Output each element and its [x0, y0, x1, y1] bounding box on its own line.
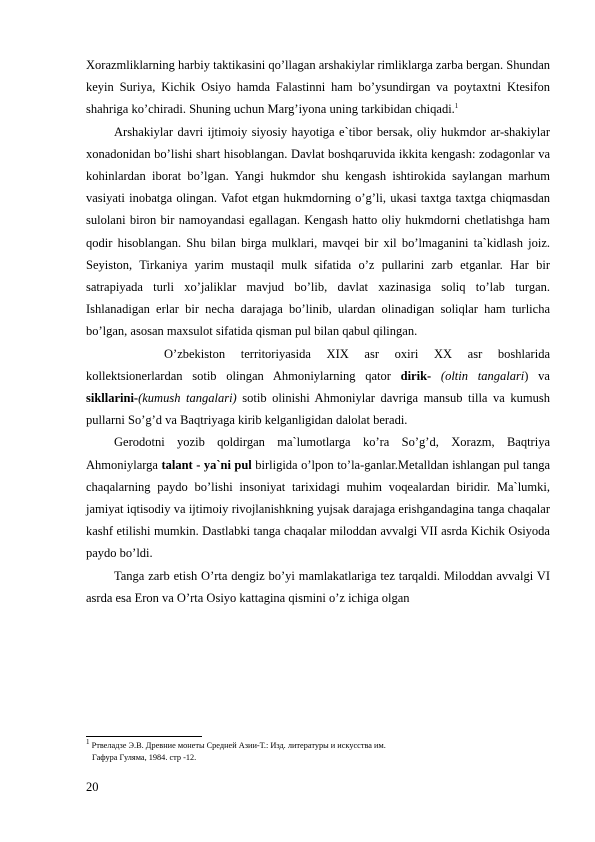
footnote-line-1: Ртвеладзе Э.В. Древние монеты Средней Азии-Т.: Изд. литературы и искусства им. [91, 741, 386, 750]
term-sikllar: sikllarini- [86, 391, 139, 406]
page-number: 20 [86, 780, 99, 794]
footnote [86, 740, 546, 763]
paragraph-1 [86, 54, 550, 121]
paragraph-5: Tanga zarb etish O’rta dengiz bo’yi mamlakatlariga tez tarqaldi. Miloddan avvalgi VI asrda esa Eron va O’rta Osiyo kattagina qismini o’z ichiga olgan [86, 568, 550, 605]
paragraph-3: O’zbekiston territoriyasida XIX asr oxiri XX asr boshlarida kollektsionerlardan sotib olingan Ahmoniylarning qator dirik- (oltin tangalari) va sikllarini-(kumush tangalari) sotib olinishi Ahmoniylar davriga mansub tilla va kumush pullarni So’g’d va Baqtriyaga kirib kelganligidan dalolat beradi. [86, 346, 550, 428]
paragraph-1-text: Xorazmliklarning harbiy taktikasini qo’llagan arshakiylar rimliklarga zarba bergan. Shundan keyin Suriya, Kichik Osiyo hamda Falastinni ham bo’ysundirgan va poytaxtni Ktesifon shahriga ko’chiradi. Shuning uchun Marg’iyona uning tarkibidan chiqadi. [86, 58, 550, 117]
footnote-separator [86, 736, 202, 737]
term-talant: talant - ya`ni pul [161, 457, 252, 472]
paragraph-2: Arshakiylar davri ijtimoiy siyosiy hayotiga e`tibor bersak, oliy hukmdor ar-shakiylar xonadonidan bo’lishi shart hisoblangan. Davlat boshqaruvida ikkita kengash: zodagonlar va kohinlardan iborat bo’lgan. Yangi hukmdor shu kengash ishtirokida saylangan marhum vasiyati inobatga olingan. Vafot etgan hukmdorning o’g’li, ukasi taxtga taxtga chiqmasdan sulolani biron bir namoyandasi egallagan. Kengash hatto oliy hukmdorni chetlatishga ham qodir hisoblangan. Shu bilan birga mulklari, mavqei bir xil bo’lmaganini ta`kidlash joiz. Seyiston, Tirkaniya yarim mustaqil mulk sifatida o’z pullarini zarb etganlar. Har bir satrapiyada turli xo’jaliklar mavjud bo’lib, davlat xazinasiga soliq to’lab turgan. Ishlanadigan erlar bir necha darajaga bo’linib, ulardan olinadigan soliqlar ham turlicha bo’lgan, asosan maxsulot sifatida qisman pul bilan qabul qilingan. [86, 124, 550, 339]
body-text [86, 54, 550, 609]
footnote-line-2: Гафура Гуляма, 1984. стр -12. [92, 752, 197, 762]
term-dirik: dirik- [400, 368, 432, 383]
footnote-number: 1 [86, 738, 90, 747]
footnote-reference: 1 [454, 102, 459, 111]
paragraph-4: Gerodotni yozib qoldirgan ma`lumotlarga ko’ra So’g’d, Xorazm, Baqtriya Ahmoniylarga talant - ya`ni pul birligida o’lpon to’la-ganlar.Metalldan ishlangan pul tanga chaqalarning paydo bo’lishi insoniyat tarixidagi muhim voqealardan biridir. Ma`lumki, jamiyat iqtisodiy va ijtimoiy rivojlanishkning yujsak darajaga erishgandagina tanga chaqalar kashf etilishi mumkin. Dastlabki tanga chaqalar miloddan avvalgi VII asrda Kichik Osiyoda paydo bo’ldi. [86, 435, 550, 561]
